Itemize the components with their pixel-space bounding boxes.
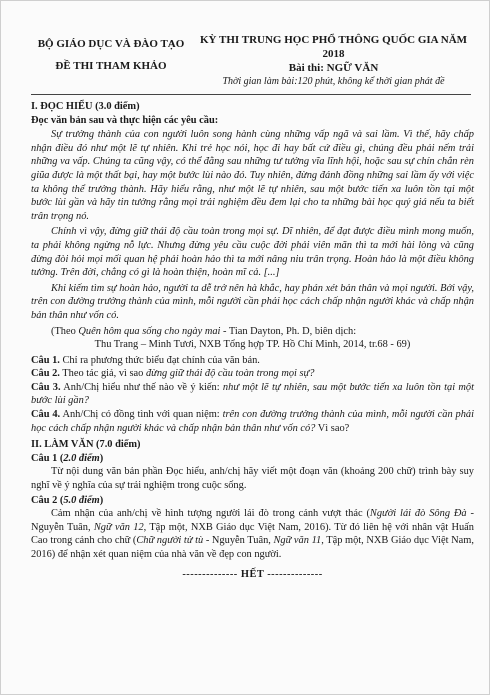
exam-type: ĐỀ THI THAM KHẢO	[55, 60, 167, 72]
passage-paragraph-2: Chính vì vậy, đừng giữ thái độ cầu toàn trong mọi sự. Dĩ nhiên, để đạt được điều mình mong muốn, ta phải không ngừng nỗ lực. Nhưng đừng yêu cầu cuộc đời phải viên mãn thì ta mới hài lòng và cũng đừng đòi hỏi mọi mối quan hệ phải hoàn hảo thì ta mới nâng niu trân trọng. Hoàn hảo là một điều không tưởng. Trên đời, chẳng có gì là hoàn thiện, hoàn mĩ cả. [...]	[31, 226, 474, 279]
writing-heading: II. LÀM VĂN (7.0 điểm)	[31, 439, 141, 451]
exam-header	[1, 33, 490, 93]
exam-time: Thời gian làm bài:120 phút, không kể thời gian phát đề	[222, 76, 445, 87]
question-4: Câu 4. Anh/Chị có đồng tình với quan niệm: trên con đường trưởng thành của mình, mỗi người cần phải học cách chấp nhận người khác và chấp nhận bản thân như vốn có? Vì sao?	[31, 409, 474, 434]
question-2: Câu 2. Theo tác giả, vì sao đừng giữ thái độ cầu toàn trong mọi sự?	[31, 368, 315, 380]
source-citation: (Theo Quên hôm qua sống cho ngày mai - Tian Dayton, Ph. D, biên dịch:	[51, 325, 357, 337]
source-book-title: Quên hôm qua sống cho ngày mai	[78, 325, 221, 337]
ministry-name: BỘ GIÁO DỤC VÀ ĐÀO TẠO	[37, 38, 185, 50]
passage-paragraph-3: Khi kiếm tìm sự hoàn hảo, người ta dễ trở nên hà khắc, hay phán xét bản thân và mọi người. Bởi vậy, trên con đường trưởng thành của mình, mỗi người cần phải học cách chấp nhận người khác và chấp nhận bản thân như vốn có.	[31, 282, 474, 321]
writing-question-1-label: Câu 1 (2.0 điểm)	[31, 452, 104, 464]
question-3: Câu 3. Anh/Chị hiểu như thế nào về ý kiến: như một lẽ tự nhiên, sau một bước tiến xa luôn tồn tại một bước lùi gần?	[31, 381, 474, 407]
writing-question-1-text: Từ nội dung văn bản phần Đọc hiểu, anh/chị hãy viết một đoạn văn (khoảng 200 chữ) trình bày suy nghĩ về ý nghĩa của sự trải nghiệm trong cuộc sống.	[31, 466, 474, 492]
reading-instruction: Đọc văn bản sau và thực hiện các yêu cầu:	[31, 114, 219, 126]
header-left	[31, 33, 191, 77]
exam-content	[31, 97, 474, 581]
header-divider	[31, 94, 471, 95]
end-marker: -------------- HẾT --------------	[182, 568, 323, 580]
passage-paragraph-1: Sự trưởng thành của con người luôn song hành cùng những vấp ngã và sai lầm. Vì thế, hãy chấp nhận điều đó như một lẽ tự nhiên. Khi trẻ học nói, học đi hay bất cứ điều gì, chúng đều phải nếm trải những va vấp. Chúng ta cũng vậy, có thể đằng sau những tư tưởng vĩa lĩnh hội, hoặc sau sự chín chắn rèn giũa được là một thất bại, hay một bước lùi nào đó. Tuy nhiên, đừng đánh đồng những sai lầm ấy với việc ta không thể trưởng thành. Hãy hiểu rằng, như một lẽ tự nhiên, sau một bước tiến xa luôn tồn tại một bước lùi gần và hãy tin tưởng rằng mọi trải nghiệm đều đem lại cho ta những bài học quý giá nếu ta biết trân trọng nó.	[31, 129, 474, 222]
header-right	[191, 33, 476, 89]
exam-title: KỲ THI TRUNG HỌC PHỔ THÔNG QUỐC GIA NĂM 2018	[199, 34, 468, 60]
source-citation-publisher: Thu Trang – Minh Tươi, NXB Tổng hợp TP. Hồ Chí Minh, 2014, tr.68 - 69)	[94, 339, 411, 351]
reading-heading: I. ĐỌC HIỂU (3.0 điểm)	[31, 101, 140, 112]
exam-subject: Bài thi: NGỮ VĂN	[288, 62, 379, 74]
writing-question-2-text: Cảm nhận của anh/chị về hình tượng người lái đò trong cảnh vượt thác (Người lái đò Sông Đà - Nguyễn Tuân, Ngữ văn 12, Tập một, NXB Giáo dục Việt Nam, 2016). Từ đó liên hệ với nhân vật Huấn Cao trong cảnh cho chữ (Chữ người tử tù - Nguyễn Tuân, Ngữ văn 11, Tập một, NXB Giáo dục Việt Nam, 2016) để nhận xét quan niệm của nhà văn về đẹp con người.	[31, 508, 474, 560]
question-1: Câu 1. Chỉ ra phương thức biểu đạt chính của văn bản.	[31, 354, 260, 366]
writing-question-2-label: Câu 2 (5.0 điểm)	[31, 494, 104, 506]
